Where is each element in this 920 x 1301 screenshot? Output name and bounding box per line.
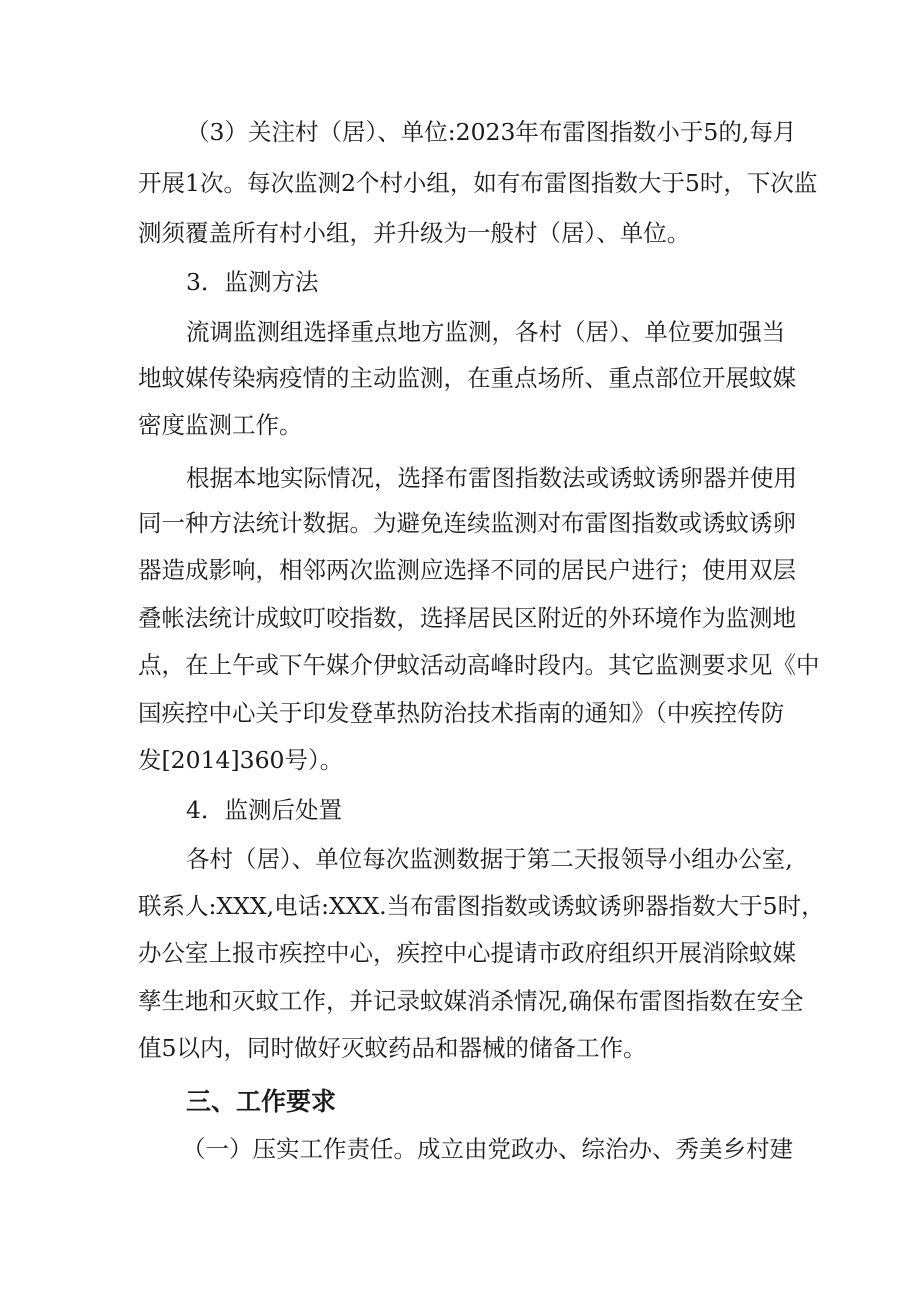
paragraph-line: 根据本地实际情况，选择布雷图指数法或诱蚊诱卵器并使用	[186, 464, 797, 492]
paragraph-line: 各村（居）、单位每次监测数据于第二天报领导小组办公室,	[186, 845, 793, 873]
paragraph-line: 联系人:XXX,电话:XXX.当布雷图指数或诱蚊诱卵器指数大于5时，	[138, 892, 825, 920]
paragraph-line: 点，在上午或下午媒介伊蚊活动高峰时段内。其它监测要求见《中	[138, 651, 820, 679]
subsection-title: 4．监测后处置	[186, 796, 342, 824]
paragraph-line: 地蚊媒传染病疫情的主动监测，在重点场所、重点部位开展蚊媒	[138, 364, 796, 392]
subsection-title: 3．监测方法	[186, 268, 319, 296]
paragraph-line: 器造成影响，相邻两次监测应选择不同的居民户进行；使用双层	[138, 556, 796, 584]
paragraph-line: 国疾控中心关于印发登革热防治技术指南的通知》（中疾控传防	[138, 699, 785, 727]
paragraph-line: 流调监测组选择重点地方监测，各村（居）、单位要加强当	[186, 318, 786, 346]
paragraph-line: 密度监测工作。	[138, 411, 303, 439]
paragraph-line: （3）关注村（居）、单位:2023年布雷图指数小于5的,每月	[186, 118, 797, 146]
paragraph-line: 开展1次。每次监测2个村小组，如有布雷图指数大于5时，下次监	[138, 169, 818, 197]
paragraph-line: 值5以内，同时做好灭蚊药品和器械的储备工作。	[138, 1034, 647, 1062]
paragraph-line: 办公室上报市疾控中心，疾控中心提请市政府组织开展消除蚊媒	[138, 939, 796, 967]
paragraph-line: 同一种方法统计数据。为避免连续监测对布雷图指数或诱蚊诱卵	[138, 509, 796, 537]
paragraph-line: 发[2014]360号）。	[138, 746, 344, 774]
paragraph-line: 叠帐法统计成蚊叮咬指数，选择居民区附近的外环境作为监测地	[138, 604, 796, 632]
paragraph-line: 测须覆盖所有村小组，并升级为一般村（居）、单位。	[138, 219, 691, 247]
paragraph-line: （一）压实工作责任。成立由党政办、综治办、秀美乡村建	[182, 1135, 793, 1163]
paragraph-line: 孳生地和灭蚊工作，并记录蚊媒消杀情况,确保布雷图指数在安全	[138, 987, 804, 1015]
section-heading: 三、工作要求	[186, 1087, 337, 1116]
